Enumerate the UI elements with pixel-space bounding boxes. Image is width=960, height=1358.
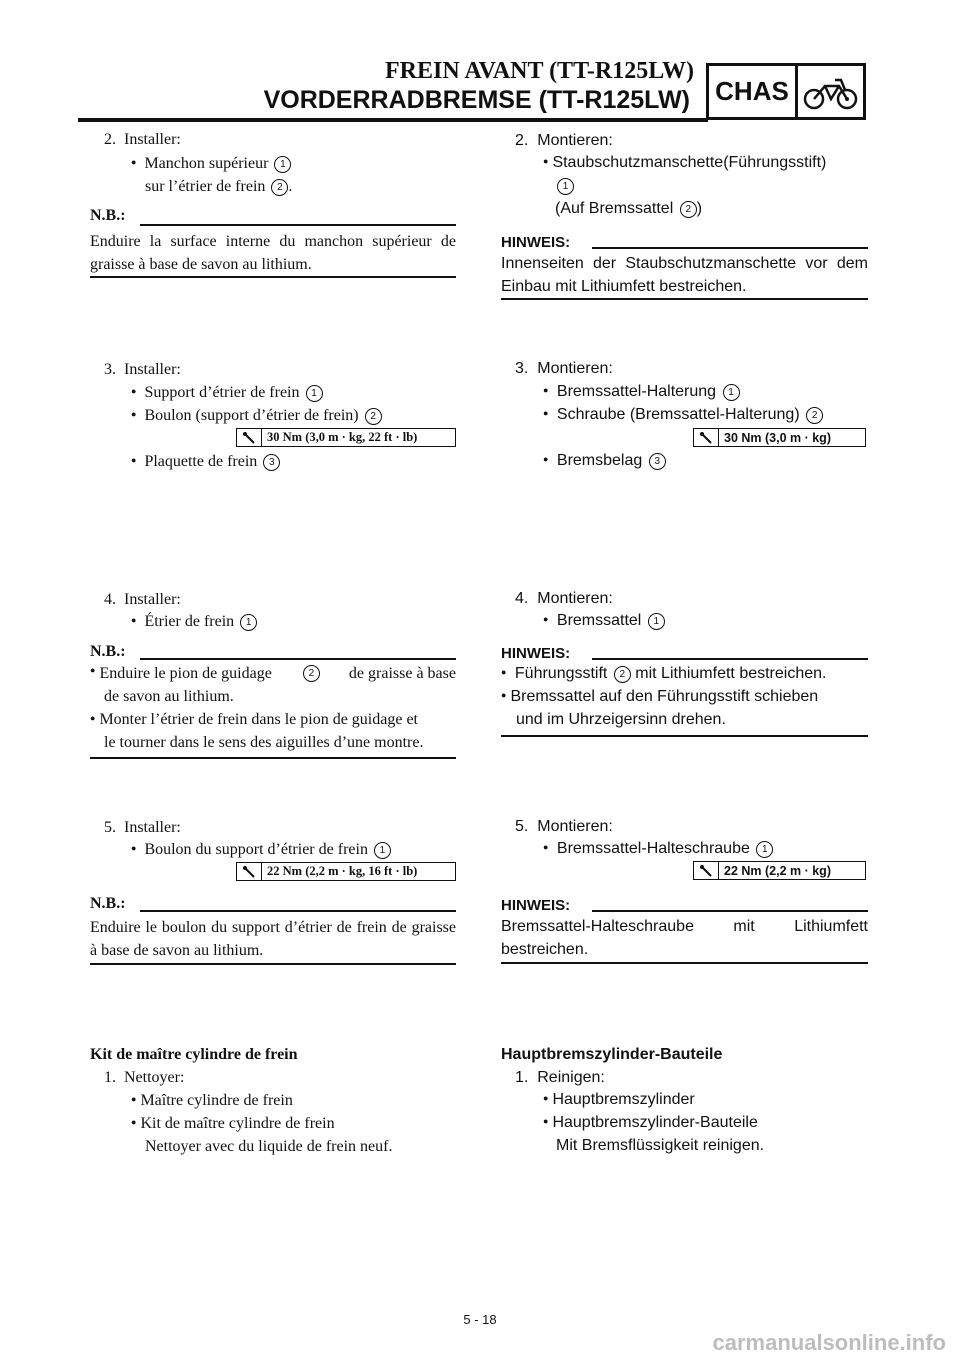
fr-step2-item1-cont: sur l’étrier de frein 2 . — [145, 178, 293, 195]
fr-step4-item1: ● Étrier de frein 1 — [131, 613, 257, 631]
fr-step5: 5. Installer: — [104, 819, 181, 836]
de-step3-item1: ● Bremssattel-Halterung 1 — [543, 383, 740, 401]
de-step4-note1: ● Führungsstift 2 mit Lithiumfett bestreichen. — [501, 665, 826, 683]
fr-step4: 4. Installer: — [104, 591, 181, 608]
de-step2-note-label: HINWEIS: — [501, 234, 571, 251]
fr-step4-note2-cont: le tourner dans le sens des aiguilles d’une montre. — [104, 734, 424, 751]
fr-step5-note-text: Enduire le boulon du support d’étrier de frein de graisse à base de savon au lithium. — [90, 919, 456, 959]
de-step5-note-rule — [592, 910, 868, 912]
fr-step3: 3. Installer: — [104, 361, 181, 378]
fr-step5-item1: ● Boulon du support d’étrier de frein 1 — [131, 841, 391, 859]
de-step2-note-text: Innenseiten der Staubschutzmanschette vor dem Einbau mit Lithiumfett bestreichen. — [501, 255, 868, 295]
fr-step4-note2: ● Monter l’étrier de frein dans le pion de guidage et — [90, 711, 418, 729]
de-kit-item1: ● Hauptbremszylinder — [543, 1091, 695, 1109]
de-kit-item2: ● Hauptbremszylinder-Bauteile — [543, 1114, 758, 1132]
fr-kit-item2-cont: Nettoyer avec du liquide de frein neuf. — [145, 1138, 393, 1155]
de-step5-torque: 22 Nm (2,2 m · kg) — [693, 861, 866, 880]
de-step5-note-label: HINWEIS: — [501, 897, 571, 914]
de-step4-note-end — [501, 735, 868, 737]
section-badge — [706, 63, 866, 120]
de-step2: 2. Montieren: — [515, 132, 613, 149]
de-step4-note2: ● Bremssattel auf den Führungsstift schieben — [501, 688, 818, 706]
de-step3: 3. Montieren: — [515, 360, 613, 377]
fr-step2-item1: ● Manchon supérieur 1 — [131, 155, 291, 173]
watermark: carmanualsonline.info — [712, 1330, 946, 1355]
de-step5-item1: ● Bremssattel-Halteschraube 1 — [543, 840, 773, 858]
fr-kit-heading: Kit de maître cylindre de frein — [90, 1046, 298, 1063]
fr-step5-note-end — [90, 963, 456, 965]
fr-step5-torque: 22 Nm (2,2 m · kg, 16 ft · lb) — [236, 862, 456, 881]
page-title-de: VORDERRADBREMSE (TT-R125LW) — [263, 86, 690, 114]
fr-kit-item2: ● Kit de maître cylindre de frein — [131, 1115, 335, 1133]
fr-step4-note1-cont: de savon au lithium. — [104, 688, 234, 705]
torque-wrench-icon — [694, 862, 719, 879]
torque-wrench-icon — [237, 429, 262, 446]
fr-step4-note-rule — [140, 658, 456, 660]
torque-wrench-icon — [694, 429, 719, 446]
fr-kit-item1: ● Maître cylindre de frein — [131, 1092, 293, 1110]
de-step4-note2-cont: und im Uhrzeigersinn drehen. — [516, 711, 726, 728]
section-label: CHAS — [709, 66, 798, 117]
fr-step4-note1: ● Enduire le pion de guidage 2 de graisse à base — [90, 665, 456, 683]
fr-step3-torque: 30 Nm (3,0 m · kg, 22 ft · lb) — [236, 428, 456, 447]
de-kit-step1: 1. Reinigen: — [515, 1069, 605, 1086]
de-kit-heading: Hauptbremszylinder-Bauteile — [501, 1046, 723, 1063]
page-title-fr: FREIN AVANT (TT-R125LW) — [385, 58, 694, 84]
de-step3-item3: ● Bremsbelag 3 — [543, 452, 666, 470]
fr-step3-item3: ● Plaquette de frein 3 — [131, 453, 280, 471]
fr-step2: 2. Installer: — [104, 131, 181, 148]
de-step4: 4. Montieren: — [515, 590, 613, 607]
page-number: 5 - 18 — [463, 1312, 497, 1327]
fr-step3-item1: ● Support d’étrier de frein 1 — [131, 384, 323, 402]
de-step3-item2: ● Schraube (Bremssattel-Halterung) 2 — [543, 406, 823, 424]
de-step2-item1-cont: (Auf Bremssattel 2 ) — [555, 200, 703, 217]
de-step5: 5. Montieren: — [515, 818, 613, 835]
fr-step4-note-label: N.B.: — [90, 643, 126, 660]
header-rule — [78, 118, 708, 122]
de-step5-note-end — [501, 962, 868, 964]
fr-step5-note-label: N.B.: — [90, 895, 126, 912]
fr-kit-step1: 1. Nettoyer: — [104, 1069, 185, 1086]
de-step3-torque: 30 Nm (3,0 m · kg) — [693, 428, 866, 447]
de-step2-note-end — [501, 298, 868, 300]
motorcycle-icon — [798, 66, 863, 117]
fr-step3-item2: ● Boulon (support d’étrier de frein) 2 — [131, 407, 382, 425]
fr-step2-note-end — [90, 276, 456, 278]
de-step5-note-text: Bremssattel-Halteschraube mit Lithiumfett bestreichen. — [501, 918, 868, 958]
fr-step5-note-rule — [140, 910, 456, 912]
torque-wrench-icon — [237, 863, 262, 880]
fr-step2-note-rule — [140, 224, 456, 226]
fr-step2-note-label: N.B.: — [90, 207, 126, 224]
fr-step2-note-text: Enduire la surface interne du manchon supérieur de graisse à base de savon au lithium. — [90, 233, 456, 273]
de-step4-item1: ● Bremssattel 1 — [543, 612, 665, 630]
de-step2-item1: ● Staubschutzmanschette(Führungsstift) — [543, 154, 826, 172]
de-step4-note-rule — [592, 658, 868, 660]
fr-step4-note-end — [90, 757, 456, 759]
de-kit-item2-cont: Mit Bremsflüssigkeit reinigen. — [556, 1137, 765, 1154]
de-step4-note-label: HINWEIS: — [501, 645, 571, 662]
de-step2-note-rule — [592, 247, 868, 249]
de-step2-item1-ref: 1 — [555, 177, 574, 195]
